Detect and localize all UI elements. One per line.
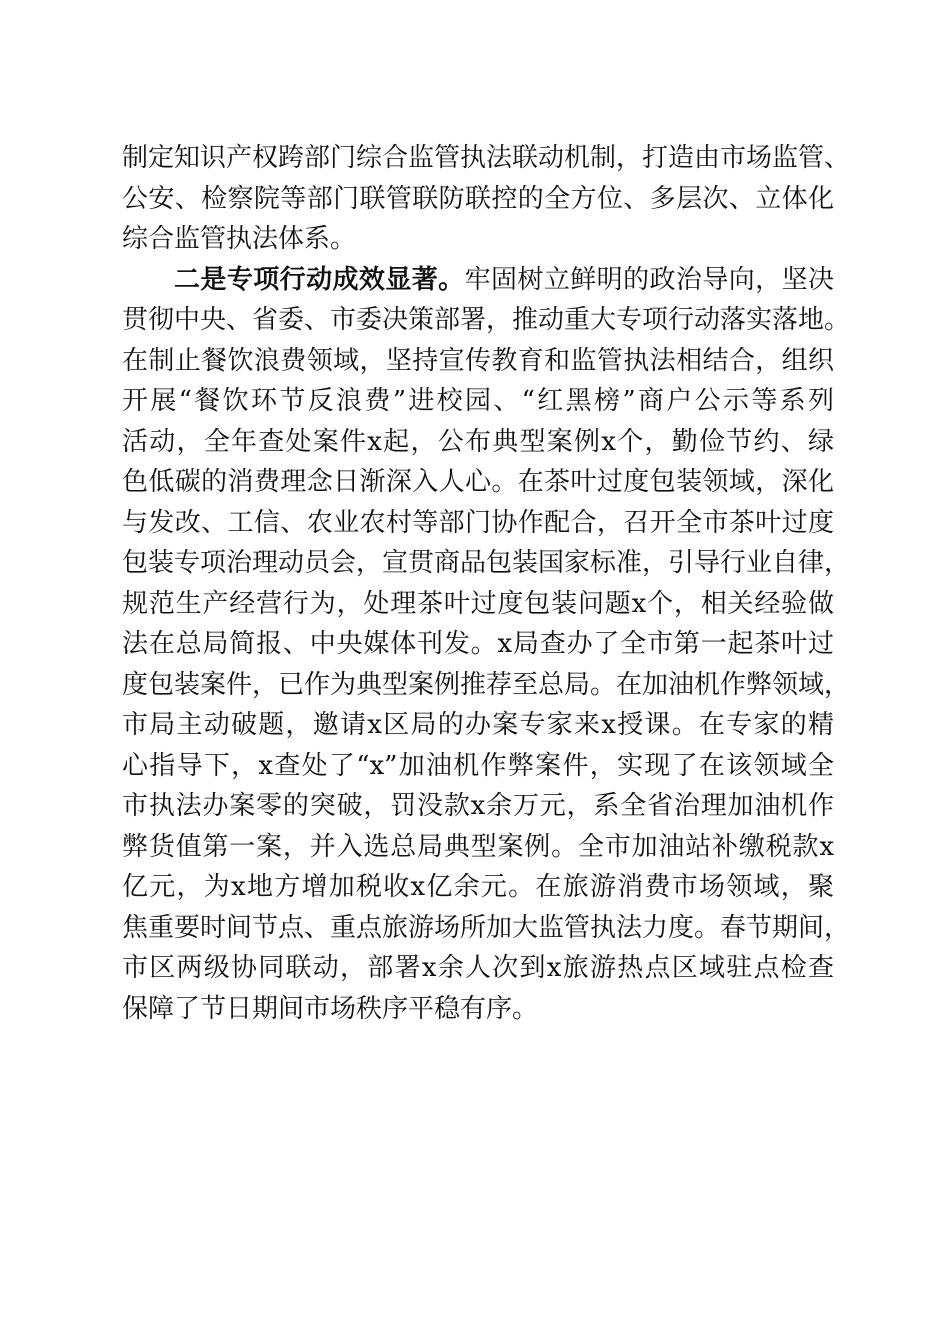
text-line: 市区两级协同联动，部署x余人次到x旅游热点区域驻点检查 — [122, 953, 834, 983]
text-line: 开展“餐饮环节反浪费”进校园、“红黑榜”商户公示等系列 — [122, 386, 834, 416]
paragraph-heading: 二是专项行动成效显著。 — [174, 264, 465, 295]
text-line: 综合监管执法体系。 — [122, 224, 357, 254]
text-run: 牢固树立鲜明的政治导向，坚决 — [464, 264, 834, 295]
text-line: 亿元，为x地方增加税收x亿余元。在旅游消费市场领域，聚 — [122, 872, 834, 902]
paragraph-2 — [122, 260, 851, 1030]
text-line: 制定知识产权跨部门综合监管执法联动机制，打造由市场监管、 — [122, 143, 851, 173]
paragraph-1 — [122, 138, 851, 260]
text-line: 法在总局简报、中央媒体刊发。x局查办了全市第一起茶叶过 — [122, 629, 834, 659]
text-line: 心指导下，x查处了“x”加油机作弊案件，实现了在该领域全 — [122, 750, 834, 781]
text-line: 市执法办案零的突破，罚没款x余万元，系全省治理加油机作 — [122, 791, 834, 821]
text-line: 焦重要时间节点、重点旅游场所加大监管执法力度。春节期间， — [122, 912, 851, 943]
document-page — [122, 138, 851, 1029]
text-line: 公安、检察院等部门联管联防联控的全方位、多层次、立体化 — [122, 183, 834, 214]
text-line: 度包装案件，已作为典型案例推荐至总局。在加油机作弊领域， — [122, 669, 851, 700]
text-line: 包装专项治理动员会，宣贯商品包装国家标准，引导行业自律， — [122, 548, 851, 578]
text-line: 色低碳的消费理念日渐深入人心。在茶叶过度包装领域，深化 — [122, 467, 834, 497]
text-line: 贯彻中央、省委、市委决策部署，推动重大专项行动落实落地。 — [122, 305, 851, 335]
text-line: 市局主动破题，邀请x区局的办案专家来x授课。在专家的精 — [122, 710, 834, 740]
text-line: 在制止餐饮浪费领域，坚持宣传教育和监管执法相结合，组织 — [122, 345, 834, 376]
paragraph-2-first-line — [122, 260, 834, 301]
text-line: 保障了节日期间市场秩序平稳有序。 — [122, 993, 539, 1024]
text-line: 规范生产经营行为，处理茶叶过度包装问题x个，相关经验做 — [122, 588, 834, 619]
text-line: 弊货值第一案，并入选总局典型案例。全市加油站补缴税款x — [122, 831, 834, 862]
text-line: 与发改、工信、农业农村等部门协作配合，召开全市茶叶过度 — [122, 507, 834, 538]
text-line: 活动，全年查处案件x起，公布典型案例x个，勤俭节约、绿 — [122, 426, 834, 457]
